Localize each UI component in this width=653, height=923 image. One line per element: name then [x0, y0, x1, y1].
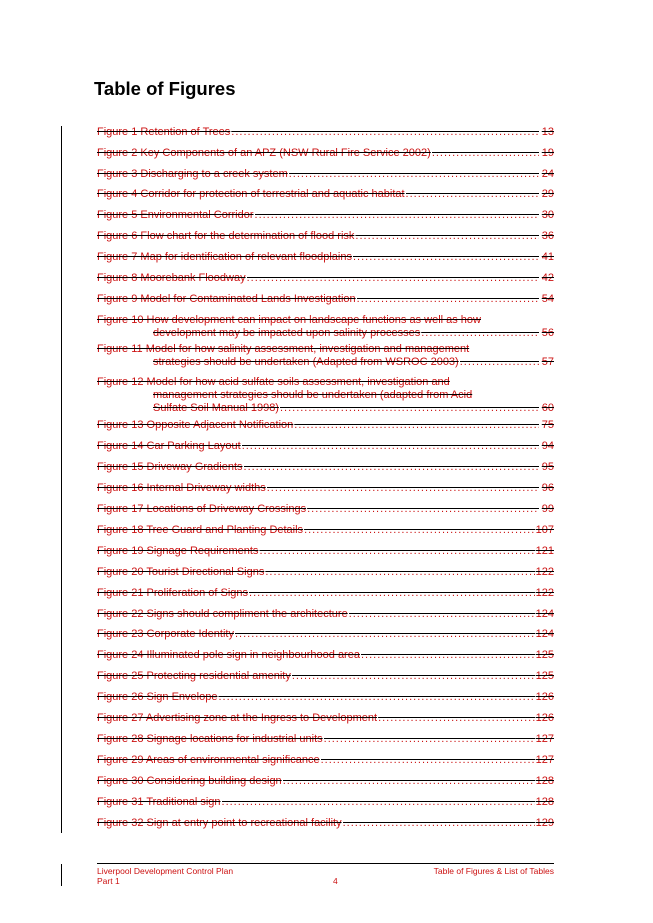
- page-title: Table of Figures: [94, 78, 236, 99]
- figure-entry-7[interactable]: Figure 7 Map for identification of relevant floodplains ..... 41: [97, 251, 554, 264]
- figure-entry-32[interactable]: Figure 32 Sign at entry point to recreational facility ..... 129: [97, 817, 554, 830]
- figure-entry-21[interactable]: Figure 21 Proliferation of Signs ..... 122: [97, 587, 554, 600]
- figure-entry-31[interactable]: Figure 31 Traditional sign ..... 128: [97, 796, 554, 809]
- figure-entry-27[interactable]: Figure 27 Advertising zone at the Ingress to Development ..... 126: [97, 712, 554, 725]
- figure-entry-12[interactable]: Figure 12 Model for how acid sulfate soils assessment, investigation and management strategies should be undertaken (adapted from Acid Sulfate Soil Manual 1998) ..... 60: [97, 376, 554, 415]
- footer-divider: [97, 863, 554, 864]
- figure-entry-14[interactable]: Figure 14 Car Parking Layout ..... 94: [97, 440, 554, 453]
- figure-entry-4[interactable]: Figure 4 Corridor for protection of terrestrial and aquatic habitat ..... 29: [97, 188, 554, 201]
- figure-entry-10[interactable]: Figure 10 How development can impact on landscape functions as well as how development may be impacted upon salinity processes ..... 56: [97, 314, 554, 340]
- figure-entry-19[interactable]: Figure 19 Signage Requirements ..... 121: [97, 545, 554, 558]
- footer-page-number: 4: [333, 876, 338, 886]
- figure-entry-9[interactable]: Figure 9 Model for Contaminated Lands Investigation ..... 54: [97, 293, 554, 306]
- footer-document-title: Liverpool Development Control Plan: [97, 866, 234, 876]
- footer-section-title: Table of Figures & List of Tables: [433, 866, 554, 876]
- figure-entry-5[interactable]: Figure 5 Environmental Corridor ..... 30: [97, 209, 554, 222]
- figure-entry-26[interactable]: Figure 26 Sign Envelope ..... 126: [97, 691, 554, 704]
- figure-entry-24[interactable]: Figure 24 Illuminated pole sign in neighbourhood area ..... 125: [97, 649, 554, 662]
- figure-entry-2[interactable]: Figure 2 Key Components of an APZ (NSW Rural Fire Service 2002) ..... 19: [97, 147, 554, 160]
- figure-entry-6[interactable]: Figure 6 Flow chart for the determination of flood risk ..... 36: [97, 230, 554, 243]
- figure-entry-28[interactable]: Figure 28 Signage locations for industrial units ..... 127: [97, 733, 554, 746]
- figure-entry-22[interactable]: Figure 22 Signs should compliment the architecture ..... 124: [97, 608, 554, 621]
- figure-entry-8[interactable]: Figure 8 Moorebank Floodway ..... 42: [97, 272, 554, 285]
- figure-entry-13[interactable]: Figure 13 Opposite Adjacent Notification ..... 75: [97, 419, 554, 432]
- figure-entry-25[interactable]: Figure 25 Protecting residential amenity ..... 125: [97, 670, 554, 683]
- margin-change-bar: [61, 126, 62, 833]
- figure-entry-15[interactable]: Figure 15 Driveway Gradients ..... 95: [97, 461, 554, 474]
- footer-part-label: Part 1: [97, 876, 120, 886]
- figure-entry-11[interactable]: Figure 11 Model for how salinity assessment, investigation and management strategies should be undertaken (Adapted from WSROC 2003) ..... 57: [97, 343, 554, 369]
- figure-entry-18[interactable]: Figure 18 Tree Guard and Planting Details ..... 107: [97, 524, 554, 537]
- figure-entry-23[interactable]: Figure 23 Corporate Identity ..... 124: [97, 628, 554, 641]
- figure-entry-1[interactable]: Figure 1 Retention of Trees ..... 13: [97, 126, 554, 139]
- figure-entry-17[interactable]: Figure 17 Locations of Driveway Crossings ..... 99: [97, 503, 554, 516]
- figure-entry-3[interactable]: Figure 3 Discharging to a creek system ..... 24: [97, 168, 554, 181]
- figure-entry-20[interactable]: Figure 20 Tourist Directional Signs ..... 122: [97, 566, 554, 579]
- figure-entry-29[interactable]: Figure 29 Areas of environmental significance ..... 127: [97, 754, 554, 767]
- figure-entry-16[interactable]: Figure 16 Internal Driveway widths ..... 96: [97, 482, 554, 495]
- figure-entry-30[interactable]: Figure 30 Considering building design ..... 128: [97, 775, 554, 788]
- footer-change-bar: [61, 864, 62, 886]
